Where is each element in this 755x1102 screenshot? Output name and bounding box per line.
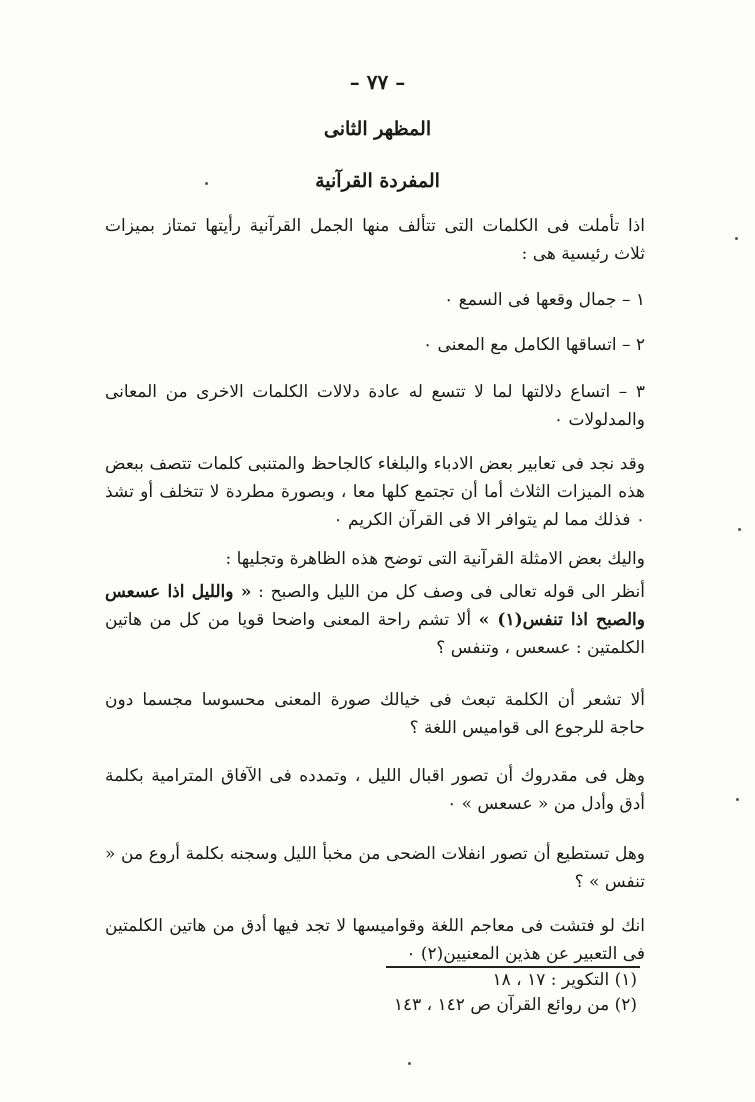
verse-paragraph <box>105 578 645 662</box>
scan-speck <box>408 1062 411 1065</box>
question-paragraph-1: ألا تشعر أن الكلمة تبعث فى خيالك صورة المعنى محسوسا مجسما دون حاجة للرجوع الى قواميس اللغة ؟ <box>105 690 645 738</box>
list-item-1: ١ – جمال وقعها فى السمع ٠ <box>444 290 645 310</box>
verse-comment-text: ألا تشم راحة المعنى واضحا قويا من كل من هاتين الكلمتين : عسعس ، وتنفس ؟ <box>105 610 645 658</box>
verse-intro-text: أنظر الى قوله تعالى فى وصف كل من الليل والصبح : <box>251 582 646 602</box>
scan-speck <box>735 237 738 240</box>
footnote-2: (٢) من روائع القرآن ص ١٤٢ ، ١٤٣ <box>393 995 637 1015</box>
section-subheading: المفردة القرآنية <box>315 170 440 192</box>
footnote-divider <box>386 966 640 968</box>
section-heading: المظهر الثانى <box>323 118 432 140</box>
question-paragraph-2: وهل فى مقدروك أن تصور اقبال الليل ، وتمدده فى الآفاق المترامية بكلمة أدق وأدل من « عسعس » ٠ <box>105 766 645 814</box>
conclusion-paragraph: انك لو فتشت فى معاجم اللغة وقواميسها لا تجد فيها أدق من هاتين الكلمتين فى التعبير عن هذين المعنيين(٢) ٠ <box>105 916 645 964</box>
verse-quote: « والليل اذا عسعس والصبح اذا تنفس(١) » <box>105 582 645 630</box>
question-paragraph-3: وهل تستطيع أن تصور انفلات الضحى من مخبأ الليل وسجنه بكلمة أروع من « تنفس » ؟ <box>105 844 645 892</box>
list-item-2: ٢ – اتساقها الكامل مع المعنى ٠ <box>423 335 645 355</box>
intro-paragraph: اذا تأملت فى الكلمات التى تتألف منها الجمل القرآنية رأيتها تمتاز بميزات ثلاث رئيسية هى : <box>105 216 645 264</box>
poets-paragraph: وقد نجد فى تعابير بعض الادباء والبلغاء كالجاحظ والمتنبى كلمات تتصف ببعض هذه الميزات الثلاث أما أن تجتمع كلها معا ، وبصورة مطردة لا تتخلف أو تشذ ٠ فذلك مما لم يتوافر الا فى القرآن الكريم ٠ <box>105 454 645 530</box>
scan-speck <box>736 798 739 801</box>
list-item-3: ٣ – اتساع دلالتها لما لا تتسع له عادة دلالات الكلمات الاخرى من المعانى والمدلولات ٠ <box>105 382 645 430</box>
scan-speck <box>738 528 741 531</box>
scan-speck <box>205 182 208 185</box>
footnote-1: (١) التكوير : ١٧ ، ١٨ <box>492 970 637 990</box>
page-number: – ٧٧ – <box>349 70 406 94</box>
examples-paragraph: واليك بعض الامثلة القرآنية التى توضح هذه الظاهرة وتجليها : <box>225 549 645 569</box>
